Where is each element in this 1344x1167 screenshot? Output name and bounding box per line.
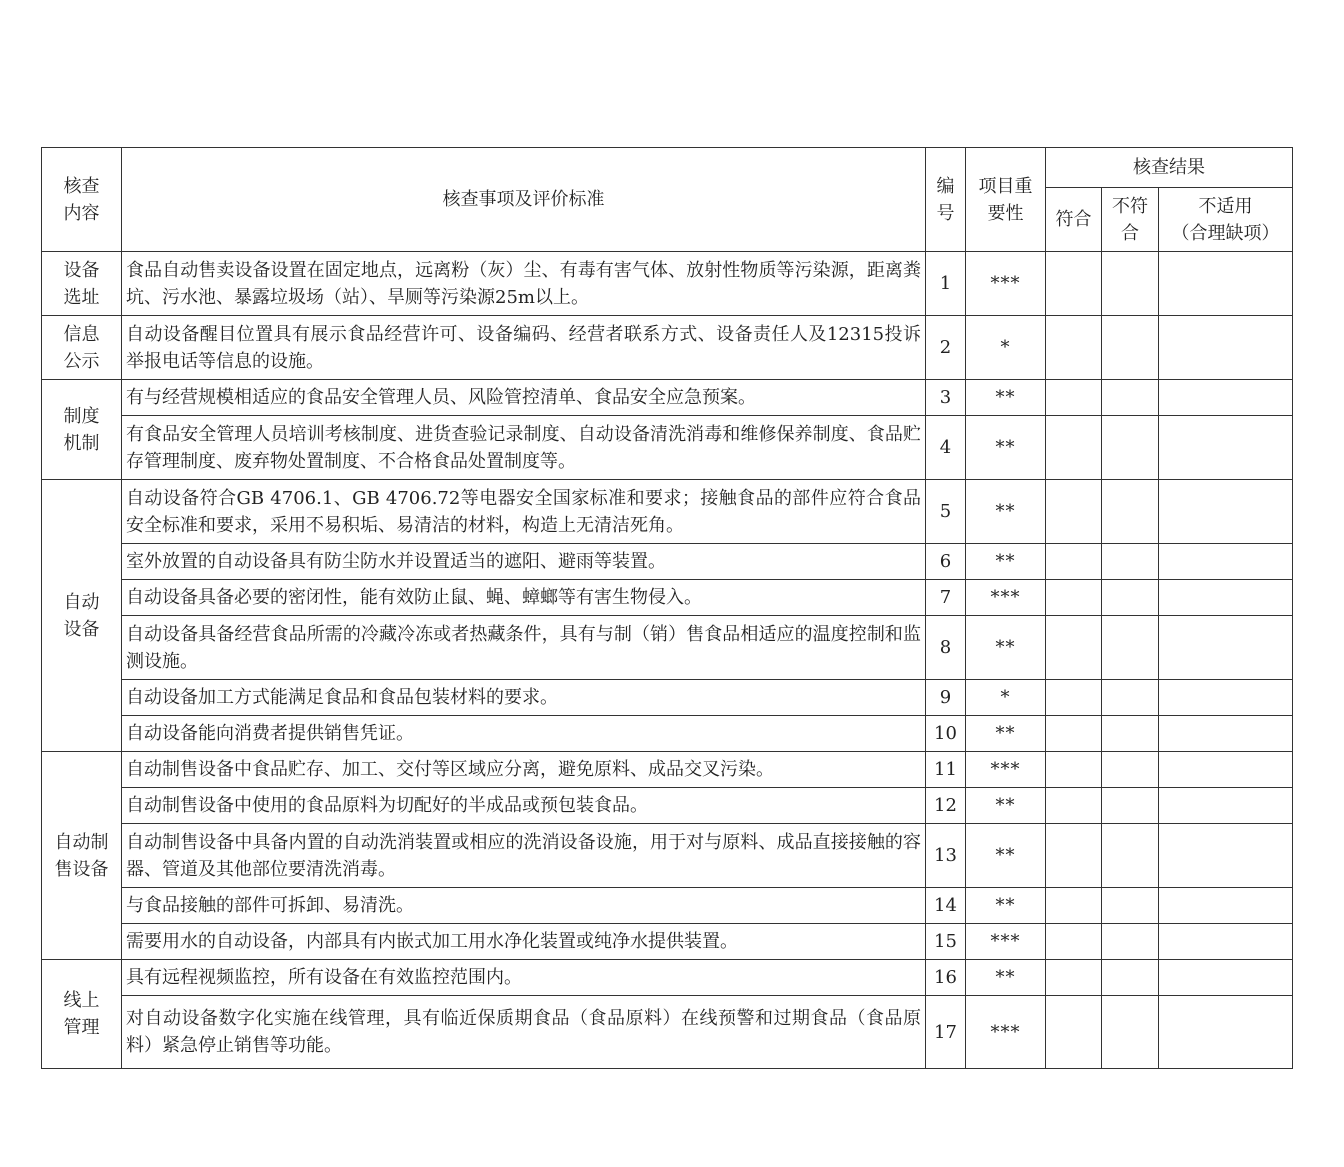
header-row-top (42, 148, 1293, 188)
criteria-text: 食品自动售卖设备设置在固定地点，远离粉（灰）尘、有毒有害气体、放射性物质等污染源，距离粪坑、污水池、暴露垃圾场（站）、旱厕等污染源25m以上。 (122, 252, 926, 316)
importance-rating: ** (966, 888, 1046, 924)
result-na-cell[interactable] (1159, 680, 1293, 716)
criteria-text: 有食品安全管理人员培训考核制度、进货查验记录制度、自动设备清洗消毒和维修保养制度、食品贮存管理制度、废弃物处置制度、不合格食品处置制度等。 (122, 416, 926, 480)
item-number: 1 (926, 252, 966, 316)
importance-rating: *** (966, 924, 1046, 960)
result-noncompliant-cell[interactable] (1102, 996, 1159, 1069)
item-number: 7 (926, 580, 966, 616)
importance-rating: ** (966, 788, 1046, 824)
importance-rating: ** (966, 616, 1046, 680)
table-row (42, 752, 1293, 788)
table-row (42, 252, 1293, 316)
section-name: 制度 机制 (42, 380, 122, 480)
criteria-text: 自动制售设备中食品贮存、加工、交付等区域应分离，避免原料、成品交叉污染。 (122, 752, 926, 788)
table-row (42, 824, 1293, 888)
criteria-text: 自动设备符合GB 4706.1、GB 4706.72等电器安全国家标准和要求；接触食品的部件应符合食品安全标准和要求，采用不易积垢、易清洁的材料，构造上无清洁死角。 (122, 480, 926, 544)
item-number: 15 (926, 924, 966, 960)
item-number: 5 (926, 480, 966, 544)
result-compliant-cell[interactable] (1046, 252, 1102, 316)
result-na-cell[interactable] (1159, 616, 1293, 680)
result-compliant-cell[interactable] (1046, 580, 1102, 616)
table-row (42, 924, 1293, 960)
result-na-cell[interactable] (1159, 752, 1293, 788)
section-name: 自动 设备 (42, 480, 122, 752)
result-na-cell[interactable] (1159, 960, 1293, 996)
item-number: 12 (926, 788, 966, 824)
criteria-text: 自动制售设备中使用的食品原料为切配好的半成品或预包装食品。 (122, 788, 926, 824)
result-na-cell[interactable] (1159, 888, 1293, 924)
importance-rating: *** (966, 580, 1046, 616)
header-section: 核查 内容 (42, 148, 122, 252)
result-na-cell[interactable] (1159, 544, 1293, 580)
section-name: 信息 公示 (42, 316, 122, 380)
header-na: 不适用 （合理缺项） (1159, 188, 1293, 252)
result-compliant-cell[interactable] (1046, 316, 1102, 380)
criteria-text: 自动制售设备中具备内置的自动洗消装置或相应的洗消设备设施，用于对与原料、成品直接接触的容器、管道及其他部位要清洗消毒。 (122, 824, 926, 888)
item-number: 6 (926, 544, 966, 580)
criteria-text: 需要用水的自动设备，内部具有内嵌式加工用水净化装置或纯净水提供装置。 (122, 924, 926, 960)
table-row (42, 960, 1293, 996)
result-compliant-cell[interactable] (1046, 380, 1102, 416)
result-compliant-cell[interactable] (1046, 416, 1102, 480)
result-compliant-cell[interactable] (1046, 788, 1102, 824)
header-number: 编 号 (926, 148, 966, 252)
header-compliant: 符合 (1046, 188, 1102, 252)
table-row (42, 996, 1293, 1069)
result-na-cell[interactable] (1159, 716, 1293, 752)
item-number: 2 (926, 316, 966, 380)
importance-rating: * (966, 680, 1046, 716)
criteria-text: 室外放置的自动设备具有防尘防水并设置适当的遮阳、避雨等装置。 (122, 544, 926, 580)
result-na-cell[interactable] (1159, 416, 1293, 480)
result-noncompliant-cell[interactable] (1102, 480, 1159, 544)
importance-rating: *** (966, 252, 1046, 316)
result-compliant-cell[interactable] (1046, 544, 1102, 580)
item-number: 3 (926, 380, 966, 416)
importance-rating: ** (966, 716, 1046, 752)
result-compliant-cell[interactable] (1046, 996, 1102, 1069)
table-row (42, 716, 1293, 752)
result-noncompliant-cell[interactable] (1102, 544, 1159, 580)
section-name: 自动制 售设备 (42, 752, 122, 960)
importance-rating: ** (966, 824, 1046, 888)
result-na-cell[interactable] (1159, 316, 1293, 380)
result-na-cell[interactable] (1159, 788, 1293, 824)
item-number: 17 (926, 996, 966, 1069)
result-compliant-cell[interactable] (1046, 924, 1102, 960)
importance-rating: * (966, 316, 1046, 380)
header-criteria: 核查事项及评价标准 (122, 148, 926, 252)
criteria-text: 与食品接触的部件可拆卸、易清洗。 (122, 888, 926, 924)
item-number: 14 (926, 888, 966, 924)
header-noncompliant: 不符 合 (1102, 188, 1159, 252)
table-row (42, 416, 1293, 480)
result-compliant-cell[interactable] (1046, 752, 1102, 788)
result-noncompliant-cell[interactable] (1102, 924, 1159, 960)
result-compliant-cell[interactable] (1046, 680, 1102, 716)
result-noncompliant-cell[interactable] (1102, 960, 1159, 996)
table-row (42, 544, 1293, 580)
result-na-cell[interactable] (1159, 996, 1293, 1069)
result-noncompliant-cell[interactable] (1102, 752, 1159, 788)
result-compliant-cell[interactable] (1046, 616, 1102, 680)
item-number: 8 (926, 616, 966, 680)
table-row (42, 888, 1293, 924)
item-number: 13 (926, 824, 966, 888)
criteria-text: 自动设备醒目位置具有展示食品经营许可、设备编码、经营者联系方式、设备责任人及12315投诉举报电话等信息的设施。 (122, 316, 926, 380)
table-row (42, 580, 1293, 616)
result-na-cell[interactable] (1159, 380, 1293, 416)
importance-rating: ** (966, 416, 1046, 480)
result-noncompliant-cell[interactable] (1102, 252, 1159, 316)
table-row (42, 480, 1293, 544)
result-na-cell[interactable] (1159, 824, 1293, 888)
result-compliant-cell[interactable] (1046, 888, 1102, 924)
importance-rating: *** (966, 752, 1046, 788)
item-number: 11 (926, 752, 966, 788)
section-name: 线上 管理 (42, 960, 122, 1069)
result-na-cell[interactable] (1159, 252, 1293, 316)
table-row (42, 616, 1293, 680)
item-number: 16 (926, 960, 966, 996)
importance-rating: ** (966, 544, 1046, 580)
inspection-checklist-table (41, 147, 1293, 1069)
result-noncompliant-cell[interactable] (1102, 888, 1159, 924)
criteria-text: 对自动设备数字化实施在线管理，具有临近保质期食品（食品原料）在线预警和过期食品（食品原料）紧急停止销售等功能。 (122, 996, 926, 1069)
header-importance: 项目重 要性 (966, 148, 1046, 252)
result-compliant-cell[interactable] (1046, 960, 1102, 996)
result-noncompliant-cell[interactable] (1102, 580, 1159, 616)
result-na-cell[interactable] (1159, 480, 1293, 544)
result-noncompliant-cell[interactable] (1102, 824, 1159, 888)
criteria-text: 自动设备能向消费者提供销售凭证。 (122, 716, 926, 752)
result-noncompliant-cell[interactable] (1102, 616, 1159, 680)
importance-rating: *** (966, 996, 1046, 1069)
importance-rating: ** (966, 380, 1046, 416)
result-noncompliant-cell[interactable] (1102, 380, 1159, 416)
table-row (42, 680, 1293, 716)
criteria-text: 具有远程视频监控，所有设备在有效监控范围内。 (122, 960, 926, 996)
importance-rating: ** (966, 960, 1046, 996)
table-row (42, 316, 1293, 380)
result-noncompliant-cell[interactable] (1102, 680, 1159, 716)
result-compliant-cell[interactable] (1046, 480, 1102, 544)
table-row (42, 788, 1293, 824)
result-na-cell[interactable] (1159, 580, 1293, 616)
importance-rating: ** (966, 480, 1046, 544)
header-result: 核查结果 (1046, 148, 1293, 188)
criteria-text: 自动设备具备必要的密闭性，能有效防止鼠、蝇、蟑螂等有害生物侵入。 (122, 580, 926, 616)
criteria-text: 自动设备具备经营食品所需的冷藏冷冻或者热藏条件，具有与制（销）售食品相适应的温度控制和监测设施。 (122, 616, 926, 680)
section-name: 设备 选址 (42, 252, 122, 316)
item-number: 4 (926, 416, 966, 480)
item-number: 9 (926, 680, 966, 716)
result-noncompliant-cell[interactable] (1102, 416, 1159, 480)
result-compliant-cell[interactable] (1046, 716, 1102, 752)
result-noncompliant-cell[interactable] (1102, 316, 1159, 380)
result-noncompliant-cell[interactable] (1102, 716, 1159, 752)
criteria-text: 有与经营规模相适应的食品安全管理人员、风险管控清单、食品安全应急预案。 (122, 380, 926, 416)
result-na-cell[interactable] (1159, 924, 1293, 960)
criteria-text: 自动设备加工方式能满足食品和食品包装材料的要求。 (122, 680, 926, 716)
item-number: 10 (926, 716, 966, 752)
result-noncompliant-cell[interactable] (1102, 788, 1159, 824)
table-row (42, 380, 1293, 416)
result-compliant-cell[interactable] (1046, 824, 1102, 888)
